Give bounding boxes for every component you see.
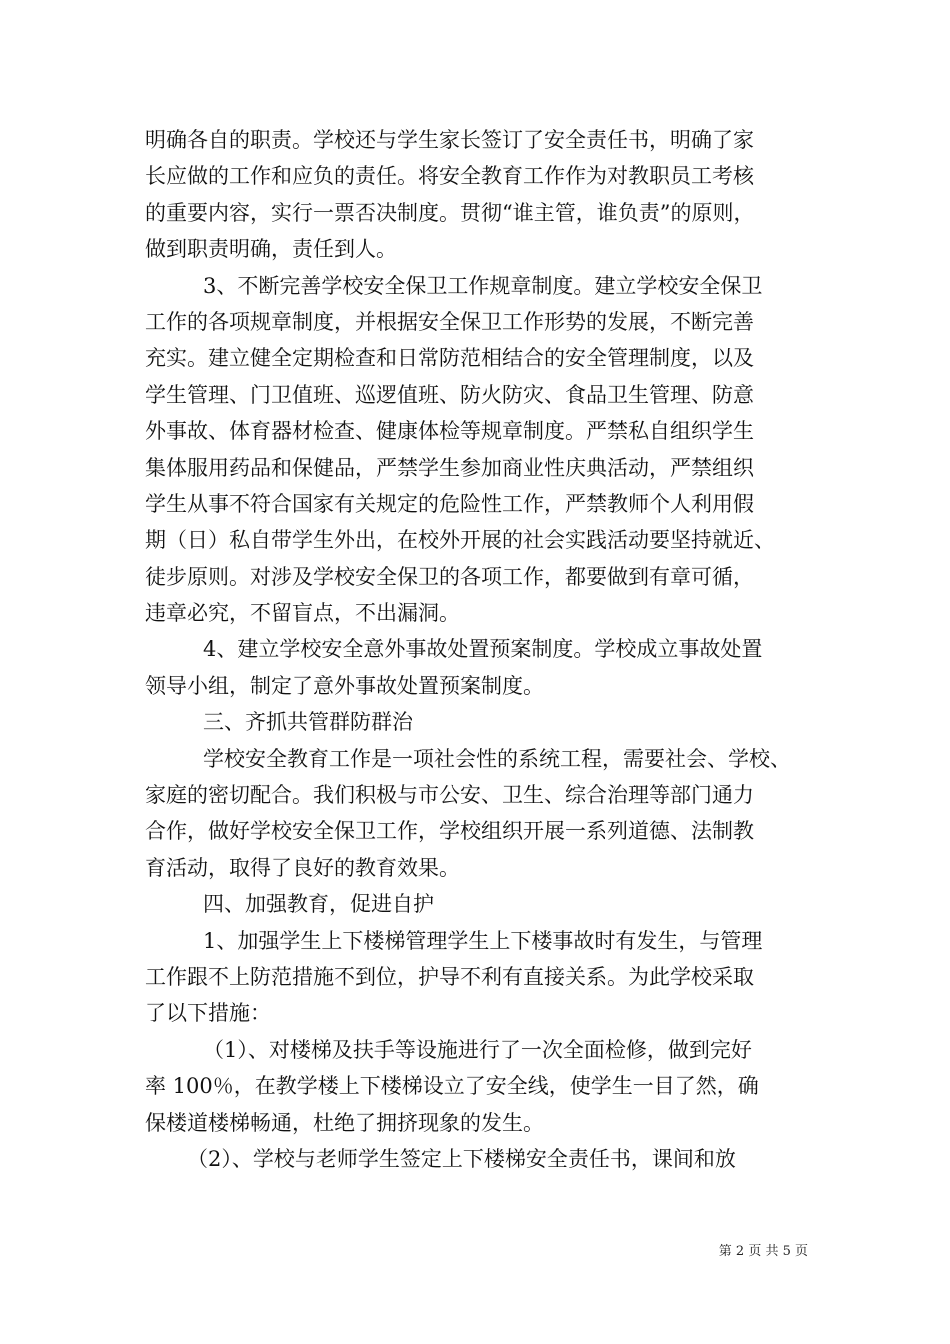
text-line: 家庭的密切配合。我们积极与市公安、卫生、综合治理等部门通力 <box>145 783 754 808</box>
text-line: 四、加强教育，促进自护 <box>203 892 434 917</box>
text-line: 工作跟不上防范措施不到位，护导不利有直接关系。为此学校采取 <box>145 964 754 989</box>
text-line: 徒步原则。对涉及学校安全保卫的各项工作，都要做到有章可循， <box>145 564 754 589</box>
text-line: 学生从事不符合国家有关规定的危险性工作，严禁教师个人利用假 <box>145 491 754 516</box>
text-line: 外事故、体育器材检查、健康体检等规章制度。严禁私自组织学生 <box>145 419 754 444</box>
text-line: 学校安全教育工作是一项社会性的系统工程，需要社会、学校、 <box>203 746 791 771</box>
text-line: 期（日）私自带学生外出，在校外开展的社会实践活动要坚持就近、 <box>145 528 775 553</box>
page-number: 第 2 页 共 5 页 <box>718 1244 808 1259</box>
text-line: 率 100％，在教学楼上下楼梯设立了安全线，使学生一目了然，确 <box>145 1074 759 1099</box>
text-line: 工作的各项规章制度，并根据安全保卫工作形势的发展，不断完善 <box>145 309 754 334</box>
text-line: 学生管理、门卫值班、巡逻值班、防火防灾、食品卫生管理、防意 <box>145 382 754 407</box>
text-line: 做到职责明确，责任到人。 <box>145 237 397 262</box>
text-line: 保楼道楼梯畅通，杜绝了拥挤现象的发生。 <box>145 1110 544 1135</box>
text-line: 的重要内容，实行一票否决制度。贯彻“谁主管，谁负责”的原则， <box>145 200 755 225</box>
text-line: 合作，做好学校安全保卫工作，学校组织开展一系列道德、法制教 <box>145 819 754 844</box>
document-body <box>145 122 810 1177</box>
text-line: 1、加强学生上下楼梯管理学生上下楼事故时有发生，与管理 <box>203 928 763 953</box>
text-line: 育活动，取得了良好的教育效果。 <box>145 855 460 880</box>
text-line: 违章必究，不留盲点，不出漏洞。 <box>145 601 460 626</box>
text-line: 三、齐抓共管群防群治 <box>203 710 413 735</box>
text-line: 集体服用药品和保健品，严禁学生参加商业性庆典活动，严禁组织 <box>145 455 754 480</box>
text-line: 充实。建立健全定期检查和日常防范相结合的安全管理制度，以及 <box>145 346 754 371</box>
text-line: 4、建立学校安全意外事故处置预案制度。学校成立事故处置 <box>203 637 763 662</box>
text-line: 领导小组，制定了意外事故处置预案制度。 <box>145 673 544 698</box>
text-line: （1）、对楼梯及扶手等设施进行了一次全面检修，做到完好 <box>203 1037 752 1062</box>
text-line: 3、不断完善学校安全保卫工作规章制度。建立学校安全保卫 <box>203 273 763 298</box>
text-line: （2）、学校与老师学生签定上下楼梯安全责任书，课间和放 <box>187 1146 736 1171</box>
text-line: 了以下措施： <box>145 1001 271 1026</box>
text-line: 长应做的工作和应负的责任。将安全教育工作作为对教职员工考核 <box>145 164 754 189</box>
text-line: 明确各自的职责。学校还与学生家长签订了安全责任书，明确了家 <box>145 128 754 152</box>
